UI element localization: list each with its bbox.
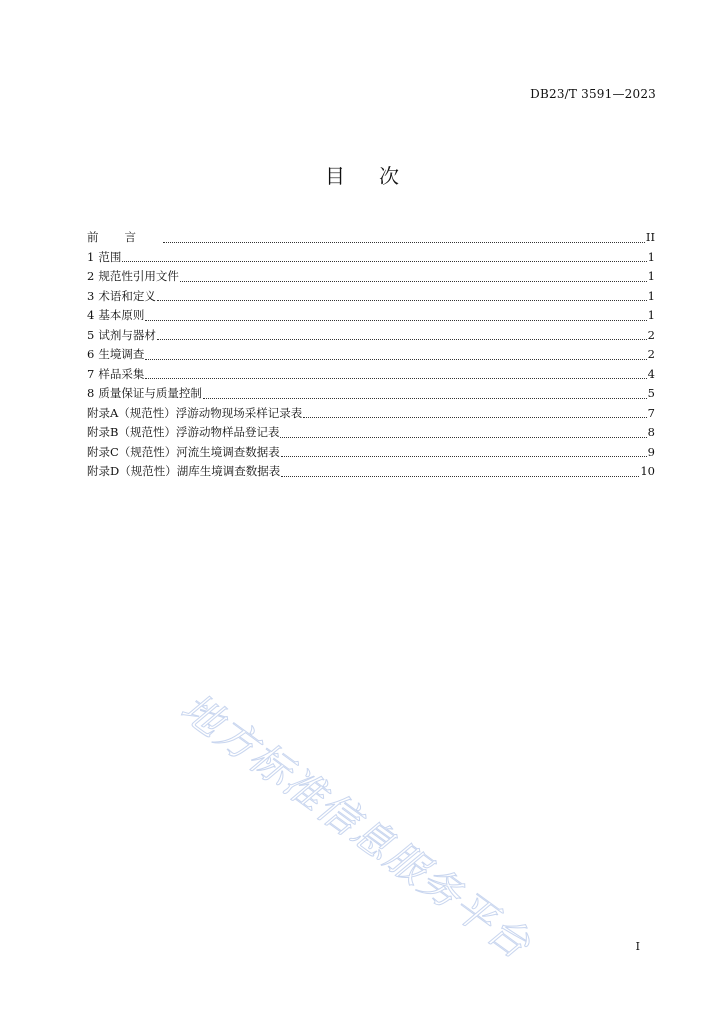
toc-entry-terms[interactable] [87,287,655,307]
toc-entry-label [87,365,144,385]
toc-entry-number: 6 [87,347,95,361]
watermark: 地方标准信息服务平台 [172,684,540,969]
toc-entry-page: 1 [647,269,655,283]
toc-entry-label: 附录C（规范性）河流生境调查数据表 [87,444,280,459]
toc-entry-label [87,306,144,326]
toc-entry-appendix-c[interactable] [87,443,655,463]
dot-leader [281,476,639,477]
toc-entry-text: 生境调查 [98,347,145,361]
toc-entry-label: 附录B（规范性）浮游动物样品登记表 [87,425,280,439]
dot-leader [203,398,647,399]
document-code: DB23/T 3591—2023 [530,87,656,101]
toc-entry-number: 8 [87,386,95,400]
toc-entry-principles[interactable] [87,306,655,326]
toc-entry-page: 9 [647,444,655,459]
dot-leader [180,281,647,282]
toc-entry-number: 7 [87,366,95,381]
toc-entry-page: 1 [647,308,655,322]
page-number: I [635,940,640,953]
dot-leader [122,261,646,262]
toc-entry-preface[interactable] [87,228,655,248]
toc-entry-page: 2 [647,347,655,361]
toc-entry-page: 7 [647,405,655,420]
toc-entry-quality-control[interactable] [87,384,655,404]
dot-leader [303,417,646,418]
toc-entry-page: 8 [647,425,655,439]
toc-entry-label [87,248,121,268]
toc-entry-page: 5 [647,386,655,400]
toc-entry-label [87,384,202,404]
dot-leader [157,339,647,340]
toc-entry-label: 附录D（规范性）湖库生境调查数据表 [87,464,281,478]
dot-leader [163,242,645,243]
toc-entry-page: 1 [647,249,655,264]
toc-entry-text: 范围 [98,249,122,264]
toc-entry-text: 规范性引用文件 [98,269,179,283]
toc-entry-label [87,326,156,346]
toc-entry-number: 4 [87,308,95,322]
toc-entry-label [87,267,179,287]
dot-leader [280,437,646,438]
toc-entry-text: 基本原则 [98,308,145,322]
toc-entry-appendix-b[interactable] [87,423,655,443]
toc-entry-label [87,345,144,365]
table-of-contents [87,228,655,482]
dot-leader [145,320,646,321]
toc-entry-page: 1 [647,288,655,303]
page-title: 目次 [325,164,433,188]
dot-leader [281,456,647,457]
toc-entry-number: 1 [87,249,95,264]
dot-leader [145,378,646,379]
toc-entry-page: 2 [647,327,655,342]
toc-entry-appendix-d[interactable] [87,462,655,482]
toc-entry-text: 术语和定义 [98,288,156,303]
toc-entry-page: 10 [640,464,655,478]
toc-entry-text: 样品采集 [98,366,145,381]
toc-entry-appendix-a[interactable] [87,404,655,424]
toc-entry-text: 质量保证与质量控制 [98,386,202,400]
toc-entry-number: 5 [87,327,95,342]
toc-entry-sampling[interactable] [87,365,655,385]
toc-entry-page: 4 [647,366,655,381]
dot-leader [157,300,647,301]
toc-entry-normative-references[interactable] [87,267,655,287]
toc-entry-page: II [645,230,655,244]
toc-entry-number: 2 [87,269,95,283]
toc-entry-number: 3 [87,288,95,303]
dot-leader [145,359,646,360]
toc-entry-reagents[interactable] [87,326,655,346]
toc-entry-label [87,287,156,307]
toc-entry-label: 前言 [87,230,162,244]
toc-entry-scope[interactable] [87,248,655,268]
toc-entry-habitat-survey[interactable] [87,345,655,365]
toc-entry-label: 附录A（规范性）浮游动物现场采样记录表 [87,405,303,420]
toc-entry-text: 试剂与器材 [98,327,156,342]
